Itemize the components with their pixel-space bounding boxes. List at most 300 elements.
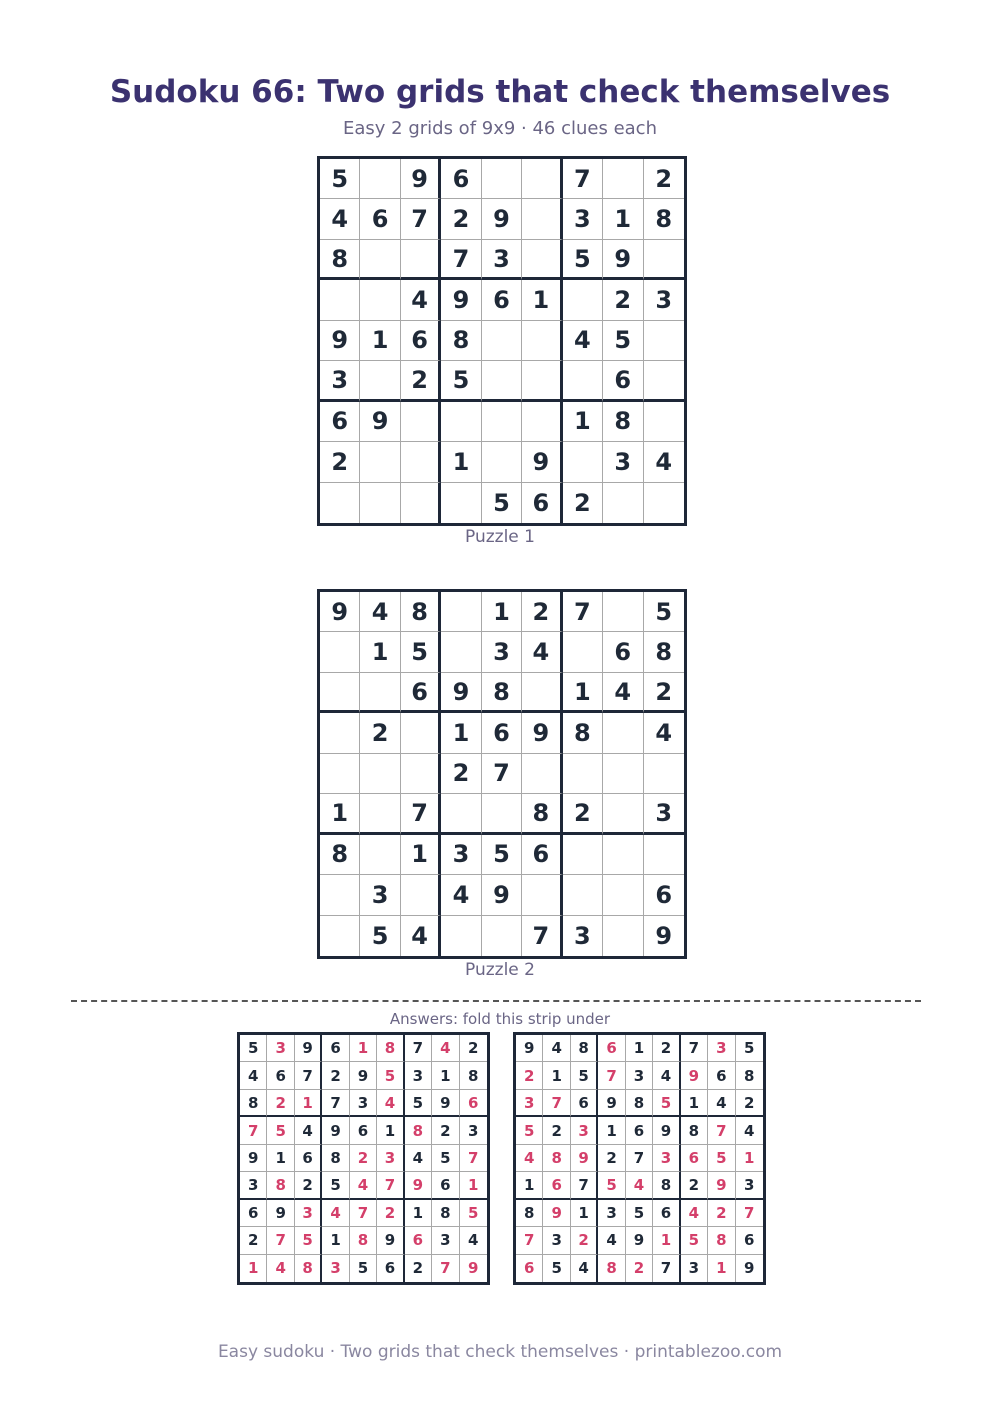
puzzle-1-cell-r5c9 bbox=[644, 321, 684, 361]
answer-1-cell-r5c6: 3 bbox=[377, 1145, 404, 1172]
puzzle-2-cell-r6c5 bbox=[482, 794, 522, 834]
answer-1-cell-r1c9: 2 bbox=[460, 1035, 487, 1062]
puzzle-2-cell-r1c3: 8 bbox=[401, 592, 441, 632]
puzzle-2-cell-r6c6: 8 bbox=[522, 794, 562, 834]
puzzle-2-cell-r8c7 bbox=[563, 875, 603, 915]
answer-2-cell-r5c8: 5 bbox=[708, 1145, 735, 1172]
answer-1-cell-r4c5: 6 bbox=[350, 1117, 377, 1144]
answer-1-cell-r5c1: 9 bbox=[240, 1145, 267, 1172]
answer-2-cell-r6c4: 5 bbox=[598, 1172, 625, 1199]
answer-2-cell-r2c8: 6 bbox=[708, 1062, 735, 1089]
puzzle-2-cell-r6c3: 7 bbox=[401, 794, 441, 834]
answer-2-cell-r8c8: 8 bbox=[708, 1227, 735, 1254]
answer-1-cell-r5c4: 8 bbox=[322, 1145, 349, 1172]
answer-2-cell-r9c4: 8 bbox=[598, 1255, 625, 1282]
answer-2-cell-r7c2: 9 bbox=[543, 1200, 570, 1227]
answer-2-cell-r2c4: 7 bbox=[598, 1062, 625, 1089]
answer-2-cell-r9c1: 6 bbox=[516, 1255, 543, 1282]
answer-1-cell-r1c3: 9 bbox=[295, 1035, 322, 1062]
puzzle-1-cell-r4c7 bbox=[563, 280, 603, 320]
answer-2-cell-r4c4: 1 bbox=[598, 1117, 625, 1144]
answer-2-cell-r1c9: 5 bbox=[736, 1035, 763, 1062]
puzzle-1-cell-r8c7 bbox=[563, 442, 603, 482]
puzzle-2-cell-r4c1 bbox=[320, 713, 360, 753]
answer-2-cell-r1c8: 3 bbox=[708, 1035, 735, 1062]
puzzle-2-cell-r1c4 bbox=[441, 592, 481, 632]
answer-1-cell-r2c5: 9 bbox=[350, 1062, 377, 1089]
puzzle-2-cell-r3c8: 4 bbox=[603, 673, 643, 713]
puzzle-1-cell-r9c4 bbox=[441, 483, 481, 523]
puzzle-1-cell-r2c6 bbox=[522, 199, 562, 239]
puzzle-2-cell-r1c2: 4 bbox=[360, 592, 400, 632]
answer-2-cell-r6c1: 1 bbox=[516, 1172, 543, 1199]
puzzle-2-cell-r5c6 bbox=[522, 754, 562, 794]
answer-1-cell-r9c7: 2 bbox=[405, 1255, 432, 1282]
answer-1-cell-r5c2: 1 bbox=[267, 1145, 294, 1172]
answer-2-cell-r1c6: 2 bbox=[653, 1035, 680, 1062]
puzzle-2-cell-r2c9: 8 bbox=[644, 632, 684, 672]
answer-2-cell-r5c4: 2 bbox=[598, 1145, 625, 1172]
puzzle-1-cell-r2c1: 4 bbox=[320, 199, 360, 239]
puzzle-2-cell-r6c2 bbox=[360, 794, 400, 834]
puzzle-2-cell-r5c1 bbox=[320, 754, 360, 794]
puzzle-2-cell-r7c8 bbox=[603, 835, 643, 875]
answer-2-cell-r7c3: 1 bbox=[571, 1200, 598, 1227]
puzzle-2-cell-r7c2 bbox=[360, 835, 400, 875]
puzzle-2-cell-r9c4 bbox=[441, 916, 481, 956]
answer-1-cell-r9c5: 5 bbox=[350, 1255, 377, 1282]
answer-1-cell-r7c4: 4 bbox=[322, 1200, 349, 1227]
answer-2-cell-r9c8: 1 bbox=[708, 1255, 735, 1282]
puzzle-2-cell-r3c3: 6 bbox=[401, 673, 441, 713]
answer-2-cell-r6c3: 7 bbox=[571, 1172, 598, 1199]
puzzle-1-cell-r1c9: 2 bbox=[644, 159, 684, 199]
page-title: Sudoku 66: Two grids that check themselves bbox=[109, 74, 891, 110]
answer-1-cell-r7c6: 2 bbox=[377, 1200, 404, 1227]
answer-2-cell-r4c3: 3 bbox=[571, 1117, 598, 1144]
answer-1-cell-r2c4: 2 bbox=[322, 1062, 349, 1089]
puzzle-1-cell-r6c1: 3 bbox=[320, 361, 360, 401]
puzzle-1-cell-r8c5 bbox=[482, 442, 522, 482]
puzzle-2-cell-r8c6 bbox=[522, 875, 562, 915]
answer-2-cell-r8c1: 7 bbox=[516, 1227, 543, 1254]
puzzle-2-cell-r7c3: 1 bbox=[401, 835, 441, 875]
puzzle-2-cell-r1c6: 2 bbox=[522, 592, 562, 632]
puzzle-1-cell-r3c8: 9 bbox=[603, 240, 643, 280]
answer-1-cell-r9c3: 8 bbox=[295, 1255, 322, 1282]
answer-1-cell-r6c8: 6 bbox=[432, 1172, 459, 1199]
answer-1-cell-r6c4: 5 bbox=[322, 1172, 349, 1199]
answer-1-cell-r6c2: 8 bbox=[267, 1172, 294, 1199]
puzzle-1-cell-r4c1 bbox=[320, 280, 360, 320]
answer-2-cell-r5c2: 8 bbox=[543, 1145, 570, 1172]
puzzle-2-grid bbox=[317, 589, 687, 959]
puzzle-1-cell-r8c1: 2 bbox=[320, 442, 360, 482]
puzzle-2-cell-r9c2: 5 bbox=[360, 916, 400, 956]
puzzle-1-cell-r3c1: 8 bbox=[320, 240, 360, 280]
puzzle-1-cell-r7c1: 6 bbox=[320, 402, 360, 442]
answer-2-cell-r4c6: 9 bbox=[653, 1117, 680, 1144]
answer-1-cell-r3c2: 2 bbox=[267, 1090, 294, 1117]
answer-2-cell-r2c6: 4 bbox=[653, 1062, 680, 1089]
puzzle-2-cell-r2c1 bbox=[320, 632, 360, 672]
puzzle-1-cell-r5c8: 5 bbox=[603, 321, 643, 361]
answer-1-cell-r2c6: 5 bbox=[377, 1062, 404, 1089]
puzzle-2-cell-r9c5 bbox=[482, 916, 522, 956]
answer-1-cell-r3c8: 9 bbox=[432, 1090, 459, 1117]
answer-2-cell-r7c6: 6 bbox=[653, 1200, 680, 1227]
answer-1-cell-r7c2: 9 bbox=[267, 1200, 294, 1227]
puzzle-2-cell-r2c6: 4 bbox=[522, 632, 562, 672]
answer-1-cell-r7c5: 7 bbox=[350, 1200, 377, 1227]
answer-2-cell-r4c9: 4 bbox=[736, 1117, 763, 1144]
puzzle-2-cell-r7c4: 3 bbox=[441, 835, 481, 875]
answer-1-cell-r8c8: 3 bbox=[432, 1227, 459, 1254]
answer-2-cell-r9c7: 3 bbox=[681, 1255, 708, 1282]
puzzle-2-cell-r1c8 bbox=[603, 592, 643, 632]
puzzle-1-cell-r4c9: 3 bbox=[644, 280, 684, 320]
puzzle-2-cell-r2c8: 6 bbox=[603, 632, 643, 672]
puzzle-1-cell-r4c3: 4 bbox=[401, 280, 441, 320]
answer-2-cell-r5c5: 7 bbox=[626, 1145, 653, 1172]
puzzle-2-cell-r9c7: 3 bbox=[563, 916, 603, 956]
puzzle-1-cell-r7c3 bbox=[401, 402, 441, 442]
puzzle-2-cell-r3c7: 1 bbox=[563, 673, 603, 713]
puzzle-1-cell-r1c8 bbox=[603, 159, 643, 199]
puzzle-1-cell-r2c5: 9 bbox=[482, 199, 522, 239]
answer-2-cell-r2c2: 1 bbox=[543, 1062, 570, 1089]
answer-2-cell-r5c1: 4 bbox=[516, 1145, 543, 1172]
puzzle-2-cell-r9c8 bbox=[603, 916, 643, 956]
puzzle-1-cell-r4c2 bbox=[360, 280, 400, 320]
answer-2-cell-r4c8: 7 bbox=[708, 1117, 735, 1144]
puzzle-1-cell-r8c8: 3 bbox=[603, 442, 643, 482]
puzzle-1-cell-r8c3 bbox=[401, 442, 441, 482]
page-subtitle: Easy 2 grids of 9x9 · 46 clues each bbox=[343, 118, 657, 139]
puzzle-1-cell-r6c8: 6 bbox=[603, 361, 643, 401]
answer-2-cell-r3c4: 9 bbox=[598, 1090, 625, 1117]
answer-1-cell-r3c9: 6 bbox=[460, 1090, 487, 1117]
puzzle-1-cell-r6c2 bbox=[360, 361, 400, 401]
answer-2-cell-r3c5: 8 bbox=[626, 1090, 653, 1117]
puzzle-2-cell-r8c8 bbox=[603, 875, 643, 915]
puzzle-1-cell-r1c7: 7 bbox=[563, 159, 603, 199]
puzzle-1-cell-r7c2: 9 bbox=[360, 402, 400, 442]
answer-2-cell-r2c7: 9 bbox=[681, 1062, 708, 1089]
puzzle-1-cell-r7c8: 8 bbox=[603, 402, 643, 442]
puzzle-1-cell-r9c1 bbox=[320, 483, 360, 523]
puzzle-1-cell-r6c7 bbox=[563, 361, 603, 401]
puzzle-2-cell-r3c1 bbox=[320, 673, 360, 713]
answer-1-cell-r8c4: 1 bbox=[322, 1227, 349, 1254]
answer-1-cell-r6c1: 3 bbox=[240, 1172, 267, 1199]
puzzle-1-cell-r1c5 bbox=[482, 159, 522, 199]
puzzle-2-cell-r1c5: 1 bbox=[482, 592, 522, 632]
answer-2-cell-r3c3: 6 bbox=[571, 1090, 598, 1117]
puzzle-1-cell-r1c3: 9 bbox=[401, 159, 441, 199]
puzzle-1-cell-r6c4: 5 bbox=[441, 361, 481, 401]
puzzle-1-cell-r9c7: 2 bbox=[563, 483, 603, 523]
fold-cut-line bbox=[71, 1000, 921, 1002]
puzzle-2-cell-r5c5: 7 bbox=[482, 754, 522, 794]
puzzle-1-cell-r4c6: 1 bbox=[522, 280, 562, 320]
puzzle-2-cell-r8c4: 4 bbox=[441, 875, 481, 915]
puzzle-2-cell-r8c5: 9 bbox=[482, 875, 522, 915]
puzzle-2-cell-r4c4: 1 bbox=[441, 713, 481, 753]
answer-1-cell-r6c3: 2 bbox=[295, 1172, 322, 1199]
answer-1-cell-r1c7: 7 bbox=[405, 1035, 432, 1062]
answer-1-cell-r4c4: 9 bbox=[322, 1117, 349, 1144]
answer-2-cell-r8c7: 5 bbox=[681, 1227, 708, 1254]
puzzle-2-cell-r5c3 bbox=[401, 754, 441, 794]
answer-1-cell-r3c3: 1 bbox=[295, 1090, 322, 1117]
puzzle-2-cell-r8c2: 3 bbox=[360, 875, 400, 915]
answer-1-cell-r7c7: 1 bbox=[405, 1200, 432, 1227]
answer-1-cell-r9c8: 7 bbox=[432, 1255, 459, 1282]
puzzle-1-cell-r5c1: 9 bbox=[320, 321, 360, 361]
answer-2-cell-r3c6: 5 bbox=[653, 1090, 680, 1117]
puzzle-2-cell-r9c9: 9 bbox=[655, 921, 673, 950]
answer-1-cell-r2c8: 1 bbox=[432, 1062, 459, 1089]
puzzle-1-cell-r2c9: 8 bbox=[644, 199, 684, 239]
answer-2-cell-r3c7: 1 bbox=[681, 1090, 708, 1117]
answer-1-cell-r4c3: 4 bbox=[295, 1117, 322, 1144]
answer-2-cell-r7c1: 8 bbox=[516, 1200, 543, 1227]
answer-1-cell-r1c2: 3 bbox=[267, 1035, 294, 1062]
answer-1-cell-r9c4: 3 bbox=[322, 1255, 349, 1282]
answer-2-cell-r1c3: 8 bbox=[571, 1035, 598, 1062]
puzzle-2-cell-r6c1: 1 bbox=[320, 794, 360, 834]
puzzle-2-cell-r3c5: 8 bbox=[482, 673, 522, 713]
answer-1-cell-r1c6: 8 bbox=[377, 1035, 404, 1062]
answer-2-cell-r4c2: 2 bbox=[543, 1117, 570, 1144]
answer-1-cell-r1c8: 4 bbox=[432, 1035, 459, 1062]
puzzle-2-cell-r1c9: 5 bbox=[644, 592, 684, 632]
puzzle-1-cell-r6c9 bbox=[644, 361, 684, 401]
puzzle-1-cell-r3c3 bbox=[401, 240, 441, 280]
puzzle-2-cell-r5c2 bbox=[360, 754, 400, 794]
puzzle-1-grid bbox=[317, 156, 687, 526]
answer-1-cell-r8c1: 2 bbox=[240, 1227, 267, 1254]
answer-2-cell-r8c6: 1 bbox=[653, 1227, 680, 1254]
puzzle-2-cell-r7c6: 6 bbox=[522, 835, 562, 875]
answer-2-cell-r4c5: 6 bbox=[626, 1117, 653, 1144]
puzzle-2-cell-r7c7 bbox=[563, 835, 603, 875]
answer-1-cell-r2c2: 6 bbox=[267, 1062, 294, 1089]
answer-1-cell-r2c3: 7 bbox=[295, 1062, 322, 1089]
puzzle-2-cell-r8c1 bbox=[320, 875, 360, 915]
puzzle-1-cell-r4c4: 9 bbox=[441, 280, 481, 320]
answer-1-cell-r1c5: 1 bbox=[350, 1035, 377, 1062]
answer-1-cell-r4c2: 5 bbox=[267, 1117, 294, 1144]
answer-2-cell-r4c1: 5 bbox=[516, 1117, 543, 1144]
puzzle-1-cell-r8c2 bbox=[360, 442, 400, 482]
answer-1-grid bbox=[237, 1032, 490, 1285]
puzzle-1-cell-r9c9 bbox=[644, 483, 684, 523]
answer-2-cell-r6c7: 2 bbox=[681, 1172, 708, 1199]
puzzle-2-cell-r5c7 bbox=[563, 754, 603, 794]
answer-2-cell-r2c9: 8 bbox=[736, 1062, 763, 1089]
answer-1-cell-r6c5: 4 bbox=[350, 1172, 377, 1199]
puzzle-1-cell-r8c6: 9 bbox=[522, 442, 562, 482]
answer-1-cell-r8c3: 5 bbox=[295, 1227, 322, 1254]
puzzle-1-cell-r3c7: 5 bbox=[563, 240, 603, 280]
puzzle-1-cell-r3c4: 7 bbox=[441, 240, 481, 280]
answer-2-cell-r8c5: 9 bbox=[626, 1227, 653, 1254]
answer-1-cell-r9c6: 6 bbox=[377, 1255, 404, 1282]
answer-2-cell-r9c5: 2 bbox=[626, 1255, 653, 1282]
answer-1-cell-r2c1: 4 bbox=[240, 1062, 267, 1089]
puzzle-1-cell-r9c3 bbox=[401, 483, 441, 523]
puzzle-1-cell-r3c5: 3 bbox=[482, 240, 522, 280]
answer-2-cell-r1c4: 6 bbox=[598, 1035, 625, 1062]
answer-1-cell-r5c7: 4 bbox=[405, 1145, 432, 1172]
puzzle-2-cell-r9c1 bbox=[320, 916, 360, 956]
page-footer: Easy sudoku · Two grids that check themselves · printablezoo.com bbox=[217, 1342, 783, 1362]
answer-1-cell-r6c7: 9 bbox=[405, 1172, 432, 1199]
puzzle-1-cell-r1c6 bbox=[522, 159, 562, 199]
puzzle-2-cell-r3c2 bbox=[360, 673, 400, 713]
puzzle-2-cell-r7c9 bbox=[644, 835, 684, 875]
answer-1-cell-r8c5: 8 bbox=[350, 1227, 377, 1254]
puzzle-1-cell-r9c6: 6 bbox=[522, 483, 562, 523]
answer-1-cell-r8c9: 4 bbox=[460, 1227, 487, 1254]
answer-2-cell-r8c3: 2 bbox=[571, 1227, 598, 1254]
puzzle-1-cell-r4c5: 6 bbox=[482, 280, 522, 320]
answer-1-cell-r4c1: 7 bbox=[240, 1117, 267, 1144]
answer-2-cell-r4c7: 8 bbox=[681, 1117, 708, 1144]
answer-2-cell-r6c6: 8 bbox=[653, 1172, 680, 1199]
puzzle-1-caption: Puzzle 1 bbox=[465, 527, 535, 547]
answer-2-cell-r1c7: 7 bbox=[681, 1035, 708, 1062]
puzzle-2-cell-r4c5: 6 bbox=[482, 713, 522, 753]
answer-1-cell-r3c4: 7 bbox=[322, 1090, 349, 1117]
answer-1-cell-r8c2: 7 bbox=[267, 1227, 294, 1254]
puzzle-1-cell-r7c4 bbox=[441, 402, 481, 442]
answer-2-cell-r6c9: 3 bbox=[736, 1172, 763, 1199]
answer-1-cell-r5c3: 6 bbox=[295, 1145, 322, 1172]
answer-1-cell-r6c6: 7 bbox=[377, 1172, 404, 1199]
answer-2-cell-r6c8: 9 bbox=[708, 1172, 735, 1199]
puzzle-2-cell-r8c9: 6 bbox=[644, 875, 684, 915]
answer-2-cell-r5c3: 9 bbox=[571, 1145, 598, 1172]
answer-1-cell-r5c9: 7 bbox=[460, 1145, 487, 1172]
answer-1-cell-r7c9: 5 bbox=[460, 1200, 487, 1227]
puzzle-2-cell-r3c6 bbox=[522, 673, 562, 713]
puzzle-1-cell-r7c6 bbox=[522, 402, 562, 442]
puzzle-1-cell-r5c4: 8 bbox=[441, 321, 481, 361]
answer-2-cell-r1c1: 9 bbox=[516, 1035, 543, 1062]
answer-2-cell-r5c9: 1 bbox=[736, 1145, 763, 1172]
answer-1-cell-r5c8: 5 bbox=[432, 1145, 459, 1172]
puzzle-1-cell-r6c6 bbox=[522, 361, 562, 401]
answer-2-cell-r7c8: 2 bbox=[708, 1200, 735, 1227]
answer-2-cell-r3c1: 3 bbox=[516, 1090, 543, 1117]
puzzle-2-cell-r3c9: 2 bbox=[644, 673, 684, 713]
puzzle-2-cell-r8c3 bbox=[401, 875, 441, 915]
puzzle-1-cell-r2c2: 6 bbox=[360, 199, 400, 239]
answer-1-cell-r4c7: 8 bbox=[405, 1117, 432, 1144]
answer-1-cell-r3c1: 8 bbox=[240, 1090, 267, 1117]
puzzle-2-cell-r2c3: 5 bbox=[401, 632, 441, 672]
puzzle-2-cell-r6c8 bbox=[603, 794, 643, 834]
puzzle-1-cell-r2c3: 7 bbox=[401, 199, 441, 239]
answer-1-cell-r4c9: 3 bbox=[460, 1117, 487, 1144]
answer-2-cell-r3c8: 4 bbox=[708, 1090, 735, 1117]
answer-2-cell-r7c5: 5 bbox=[626, 1200, 653, 1227]
puzzle-1-cell-r9c2 bbox=[360, 483, 400, 523]
answer-2-cell-r8c2: 3 bbox=[543, 1227, 570, 1254]
puzzle-1-cell-r7c7: 1 bbox=[563, 402, 603, 442]
puzzle-2-cell-r9c3: 4 bbox=[401, 916, 441, 956]
puzzle-2-cell-r7c1: 8 bbox=[320, 835, 360, 875]
answer-2-cell-r8c4: 4 bbox=[598, 1227, 625, 1254]
answer-2-cell-r9c6: 7 bbox=[653, 1255, 680, 1282]
puzzle-2-cell-r2c4 bbox=[441, 632, 481, 672]
puzzle-1-cell-r1c1: 5 bbox=[320, 159, 360, 199]
answer-1-cell-r3c5: 3 bbox=[350, 1090, 377, 1117]
puzzle-1-cell-r5c5 bbox=[482, 321, 522, 361]
puzzle-2-cell-r6c9: 3 bbox=[644, 794, 684, 834]
puzzle-2-cell-r4c6: 9 bbox=[522, 713, 562, 753]
puzzle-2-cell-r1c7: 7 bbox=[563, 592, 603, 632]
answer-2-cell-r2c1: 2 bbox=[516, 1062, 543, 1089]
puzzle-1-cell-r9c5: 5 bbox=[482, 483, 522, 523]
puzzle-2-cell-r9c6: 7 bbox=[522, 916, 562, 956]
puzzle-2-cell-r4c3 bbox=[401, 713, 441, 753]
answer-2-cell-r7c9: 7 bbox=[736, 1200, 763, 1227]
puzzle-1-cell-r3c6 bbox=[522, 240, 562, 280]
answer-2-cell-r6c2: 6 bbox=[543, 1172, 570, 1199]
answer-2-cell-r1c2: 4 bbox=[543, 1035, 570, 1062]
answer-2-cell-r5c7: 6 bbox=[681, 1145, 708, 1172]
answer-2-grid bbox=[513, 1032, 766, 1285]
puzzle-1-cell-r6c5 bbox=[482, 361, 522, 401]
answer-1-cell-r1c1: 5 bbox=[240, 1035, 267, 1062]
answer-2-cell-r3c9: 2 bbox=[736, 1090, 763, 1117]
puzzle-2-cell-r4c9: 4 bbox=[644, 713, 684, 753]
puzzle-1-cell-r7c9 bbox=[644, 402, 684, 442]
answer-1-cell-r4c6: 1 bbox=[377, 1117, 404, 1144]
answer-2-cell-r2c5: 3 bbox=[626, 1062, 653, 1089]
answer-2-cell-r9c2: 5 bbox=[543, 1255, 570, 1282]
puzzle-2-cell-r3c4: 9 bbox=[441, 673, 481, 713]
puzzle-1-cell-r8c4: 1 bbox=[441, 442, 481, 482]
answer-1-cell-r7c1: 6 bbox=[240, 1200, 267, 1227]
puzzle-1-cell-r3c9 bbox=[644, 240, 684, 280]
answer-1-cell-r4c8: 2 bbox=[432, 1117, 459, 1144]
puzzle-1-cell-r5c3: 6 bbox=[401, 321, 441, 361]
answer-2-cell-r9c3: 4 bbox=[571, 1255, 598, 1282]
answer-1-cell-r2c9: 8 bbox=[460, 1062, 487, 1089]
answer-2-cell-r6c5: 4 bbox=[626, 1172, 653, 1199]
puzzle-2-cell-r5c4: 2 bbox=[441, 754, 481, 794]
puzzle-2-cell-r4c7: 8 bbox=[563, 713, 603, 753]
answer-2-cell-r7c4: 3 bbox=[598, 1200, 625, 1227]
answer-1-cell-r5c5: 2 bbox=[350, 1145, 377, 1172]
puzzle-1-cell-r2c7: 3 bbox=[563, 199, 603, 239]
answer-1-cell-r3c7: 5 bbox=[405, 1090, 432, 1117]
answer-1-cell-r2c7: 3 bbox=[405, 1062, 432, 1089]
puzzle-2-caption: Puzzle 2 bbox=[465, 960, 535, 980]
answer-2-cell-r2c3: 5 bbox=[571, 1062, 598, 1089]
puzzle-1-cell-r3c2 bbox=[360, 240, 400, 280]
answer-1-cell-r9c9: 9 bbox=[468, 1259, 479, 1278]
puzzle-1-cell-r5c2: 1 bbox=[360, 321, 400, 361]
puzzle-2-cell-r5c9 bbox=[644, 754, 684, 794]
answer-2-cell-r7c7: 4 bbox=[681, 1200, 708, 1227]
puzzle-1-cell-r7c5 bbox=[482, 402, 522, 442]
